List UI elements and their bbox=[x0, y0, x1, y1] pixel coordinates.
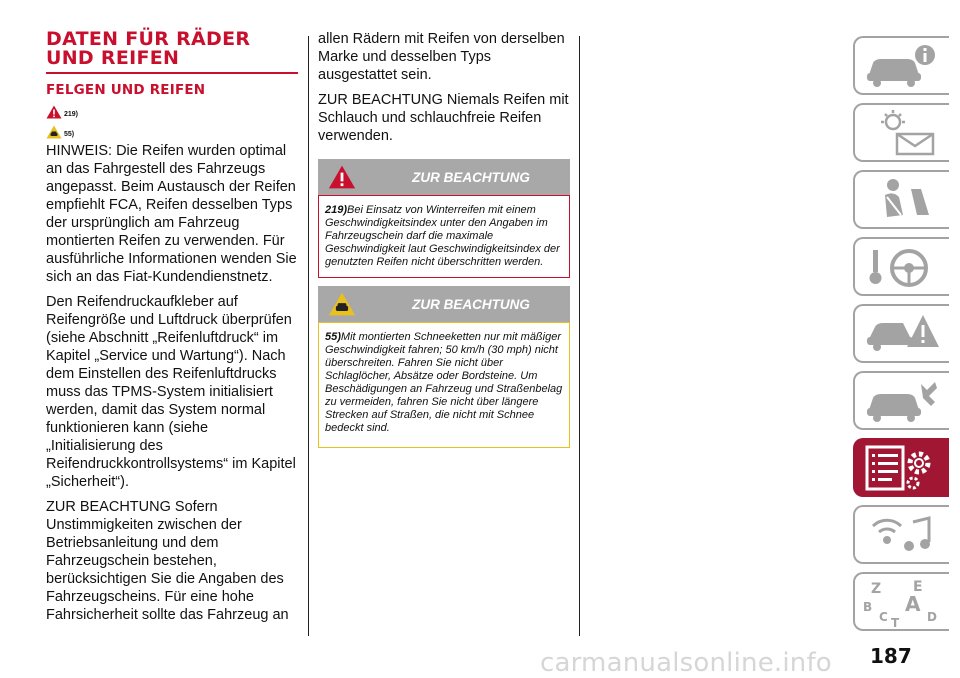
paragraph-tire-pressure: Den Reifendruckaufkleber auf Reifengröße und Luftdruck überprüfen (siehe Abschnitt „Reifenluftdruck“ im Kapitel „Service und Wartung“). Nach dem Einstellen des Reifenluftdrucks muss das TPMS-System initialisiert werden, damit das System normal funktionieren kann (siehe „Initialisierung des Reifendruckkontrollsystems“ im Kapitel „Sicherheit“). bbox=[46, 294, 296, 490]
svg-text:D: D bbox=[927, 610, 937, 624]
caution-box bbox=[318, 322, 570, 448]
paragraph-note-discrepancies: ZUR BEACHTUNG Sofern Unstimmigkeiten zwischen der Betriebsanleitung und dem Fahrzeugschein bestehen, berücksichtigen Sie die Angaben des Fahrzeugscheins. Für eine hohe Fahrsicherheit sollte das Fahrzeug an bbox=[46, 499, 289, 623]
column-divider-right bbox=[579, 36, 580, 636]
warning-box bbox=[318, 195, 570, 278]
paragraph-hinweis: HINWEIS: Die Reifen wurden optimal an das Fahrgestell des Fahrzeugs angepasst. Beim Austausch der Reifen empfiehlt FCA, Reifen desselben Typs der ursprünglich am Fahrzeug montierten Reifen zu verwenden. Für ausführliche Informationen wenden Sie sich an das Fiat-Kundendienstnetz. bbox=[46, 143, 297, 285]
warning-reference-number: 219) bbox=[64, 111, 79, 118]
page-number: 187 bbox=[870, 644, 912, 668]
warning-reference bbox=[46, 102, 298, 119]
caution-reference bbox=[46, 122, 298, 139]
section-title: DATEN FÜR RÄDER UND REIFEN bbox=[46, 28, 251, 69]
warning-heading: ZUR BEACHTUNG bbox=[412, 170, 530, 185]
caution-heading: ZUR BEACHTUNG bbox=[412, 297, 530, 312]
column-divider bbox=[308, 36, 309, 636]
multimedia-icon bbox=[863, 510, 943, 560]
warning-number: 219) bbox=[325, 204, 348, 216]
chapter-sidebar bbox=[853, 36, 960, 639]
maintenance-car-icon bbox=[863, 376, 943, 426]
svg-text:Z: Z bbox=[871, 581, 882, 597]
tab-index[interactable] bbox=[853, 572, 949, 631]
svg-text:B: B bbox=[863, 600, 873, 614]
tab-starting-driving[interactable] bbox=[853, 237, 949, 296]
tab-emergency[interactable] bbox=[853, 304, 949, 363]
tab-technical-data[interactable] bbox=[853, 438, 949, 497]
middle-column bbox=[318, 30, 570, 448]
index-letters-icon bbox=[863, 577, 943, 627]
steering-wheel-key-icon bbox=[863, 242, 943, 292]
tab-maintenance[interactable] bbox=[853, 371, 949, 430]
left-column bbox=[46, 30, 298, 631]
svg-text:E: E bbox=[913, 579, 923, 595]
emergency-car-icon bbox=[863, 309, 943, 359]
paragraph-continued: allen Rädern mit Reifen von derselben Marke und desselben Typs ausgestattet sein. bbox=[318, 31, 565, 83]
warning-triangle-icon bbox=[46, 105, 62, 119]
caution-text: Mit montierten Schneeketten nur mit mäßiger Geschwindigkeit fahren; 50 km/h (30 mph) nicht überschreiten. Fahren Sie nicht über Schlaglöcher, Absätze oder Bordsteine. Um Beschädigungen an Fahrzeug und Straßenbelag zu vermeiden, fahren Sie nicht über längere Strecken auf Straßen, die nicht mit Schnee bedeckt sind. bbox=[325, 331, 563, 434]
section-subtitle: FELGEN UND REIFEN bbox=[46, 82, 206, 98]
safety-airbag-icon bbox=[863, 175, 943, 225]
tab-dashboard-lights[interactable] bbox=[853, 103, 949, 162]
tab-multimedia[interactable] bbox=[853, 505, 949, 564]
paragraph-tube-tires: ZUR BEACHTUNG Niemals Reifen mit Schlauch und schlauchfreie Reifen verwenden. bbox=[318, 92, 569, 144]
svg-text:T: T bbox=[891, 616, 900, 627]
warning-text: Bei Einsatz von Winterreifen mit einem Geschwindigkeitsindex unter den Angaben im Fahrzeugschein darf die maximale Geschwindigkeit laut Geschwindigkeitsindex der genutzten Reifen nicht überschritten werden. bbox=[325, 204, 560, 268]
caution-reference-number: 55) bbox=[64, 131, 75, 138]
dashboard-lights-icon bbox=[863, 108, 943, 158]
technical-data-icon bbox=[863, 443, 943, 493]
caution-number: 55) bbox=[325, 331, 341, 343]
caution-box-header bbox=[318, 286, 570, 322]
car-info-icon bbox=[863, 41, 943, 91]
tab-vehicle-info[interactable] bbox=[853, 36, 949, 95]
svg-text:C: C bbox=[879, 610, 888, 624]
title-divider bbox=[46, 72, 298, 74]
tab-safety[interactable] bbox=[853, 170, 949, 229]
caution-car-icon bbox=[46, 125, 62, 139]
watermark: carmanualsonline.info bbox=[540, 648, 832, 678]
warning-box-header bbox=[318, 159, 570, 195]
svg-text:A: A bbox=[905, 592, 921, 616]
